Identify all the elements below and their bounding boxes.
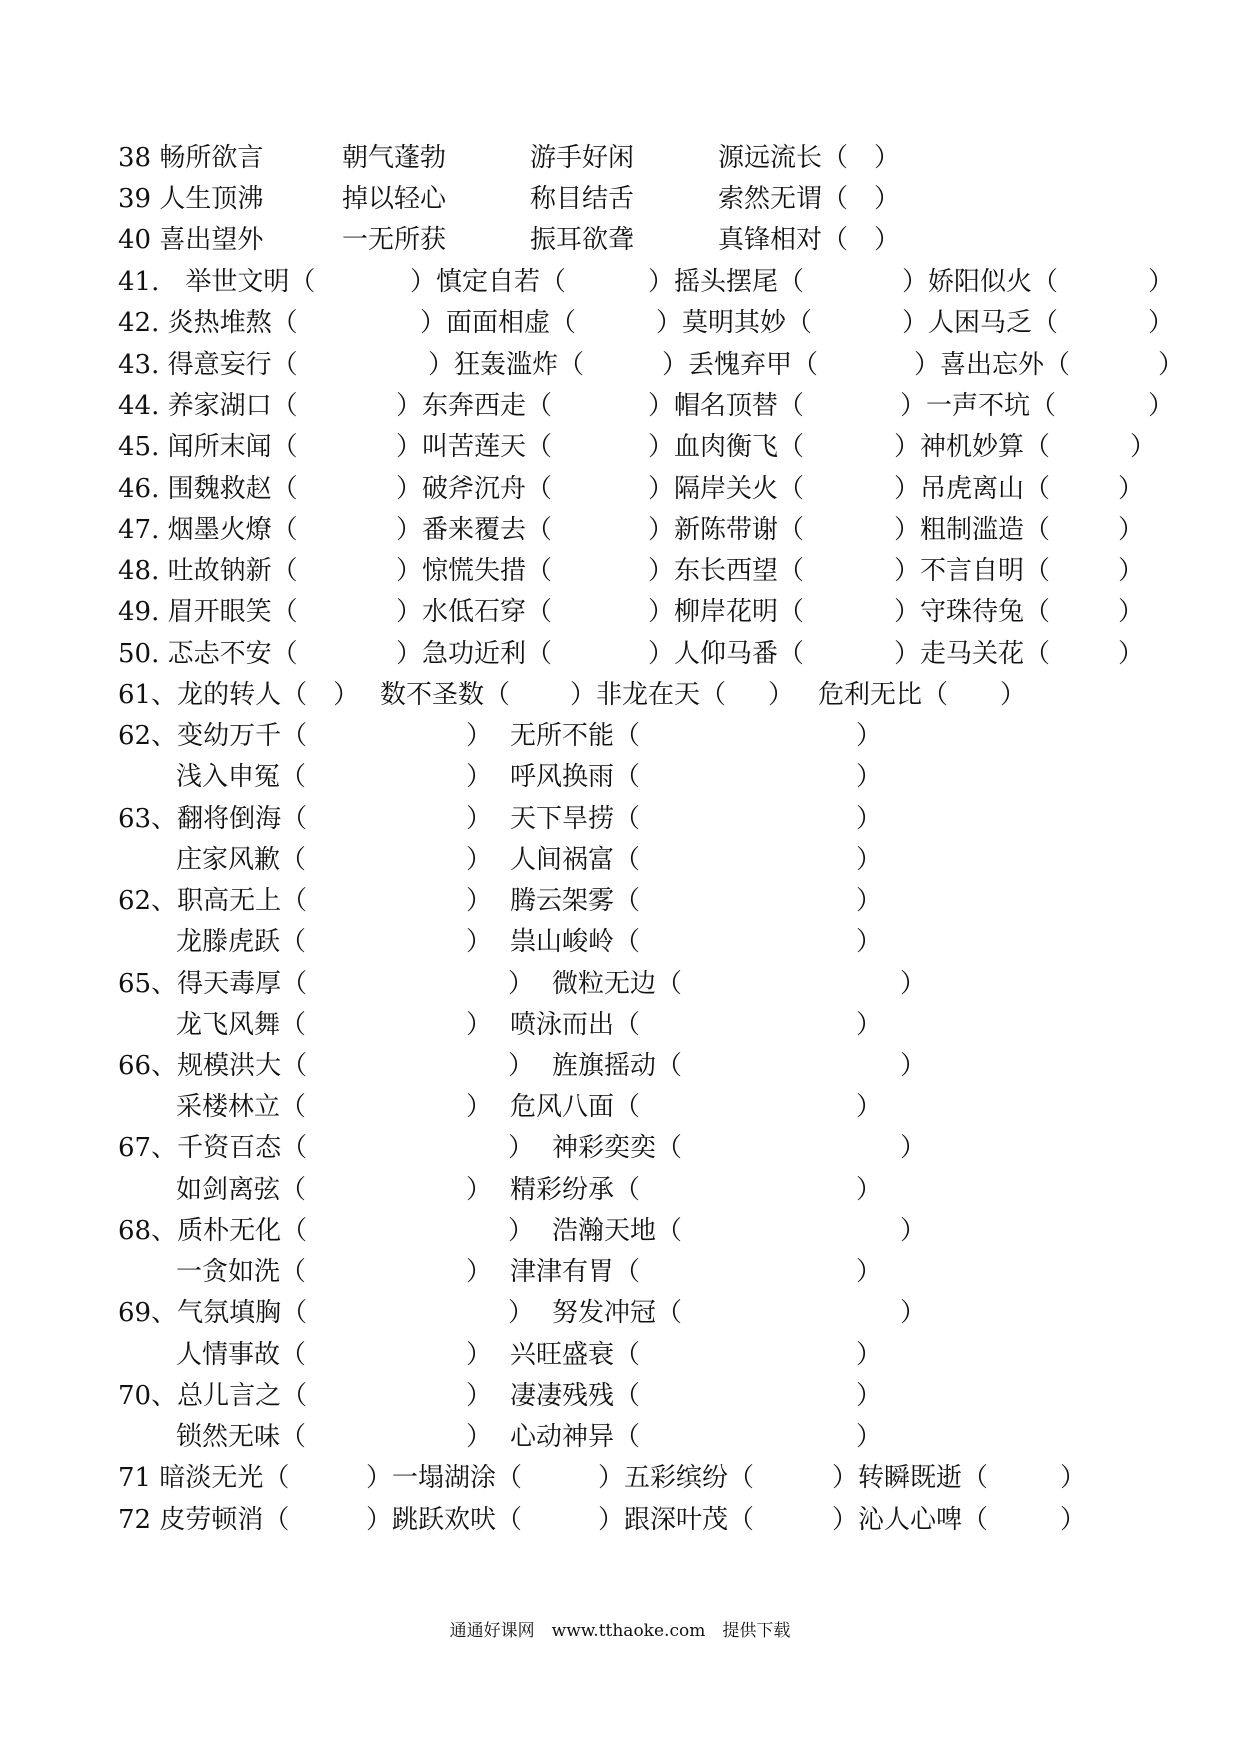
idiom-text: ） xyxy=(1118,597,1145,627)
idiom-text: ） xyxy=(900,1216,927,1246)
idiom-text: ） xyxy=(856,721,883,751)
idiom-text: ）番来覆去（ xyxy=(396,515,553,545)
idiom-text: 数不圣数（ xyxy=(380,680,511,710)
idiom-text: 66、规模洪大（ xyxy=(118,1051,308,1081)
idiom-text: 龙滕虎跃（ xyxy=(176,927,307,957)
idiom-text: 42. 炎热堆熬（ xyxy=(118,308,298,338)
exercise-line xyxy=(0,675,1240,715)
idiom-text: 腾云架雾（ xyxy=(510,886,641,916)
idiom-text: ） xyxy=(1148,391,1175,421)
idiom-text: ）娇阳似火（ xyxy=(902,267,1059,297)
exercise-line xyxy=(0,799,1240,839)
idiom-text: ） xyxy=(856,1340,883,1370)
idiom-text: 62、变幼万千（ xyxy=(118,721,308,751)
idiom-text: ）跳跃欢吠（ xyxy=(366,1505,523,1535)
idiom-text: ）粗制滥造（ xyxy=(894,515,1051,545)
idiom-text: ） xyxy=(856,1010,883,1040)
idiom-text: ）叫苦莲天（ xyxy=(396,432,553,462)
idiom-text: ）帽名顶替（ xyxy=(648,391,805,421)
idiom-text: 一无所获 xyxy=(342,225,447,255)
exercise-line xyxy=(0,386,1240,426)
exercise-line xyxy=(0,1046,1240,1086)
idiom-text: 凄凄残残（ xyxy=(510,1381,641,1411)
idiom-text: 津津有胃（ xyxy=(510,1257,641,1287)
idiom-text: ） xyxy=(466,886,493,916)
idiom-text: 微粒无边（ xyxy=(552,969,683,999)
idiom-text: ） xyxy=(1060,1505,1087,1535)
idiom-text: 39 人生顶沸 xyxy=(118,184,264,214)
exercise-line xyxy=(0,138,1240,178)
idiom-text: 游手好闲 xyxy=(530,143,635,173)
idiom-text: 浩瀚天地（ xyxy=(552,1216,683,1246)
idiom-text: 真锋相对（ ） xyxy=(718,225,901,255)
idiom-text: ）惊慌失措（ xyxy=(396,556,553,586)
idiom-text: ）隔岸关火（ xyxy=(648,474,805,504)
idiom-text: ）丢愧弃甲（ xyxy=(662,350,819,380)
idiom-text: ） xyxy=(1118,556,1145,586)
idiom-text: ） xyxy=(1000,680,1027,710)
idiom-text: 70、总儿言之（ xyxy=(118,1381,308,1411)
exercise-line xyxy=(0,592,1240,632)
idiom-text: 48. 吐故钠新（ xyxy=(118,556,298,586)
exercise-line xyxy=(0,345,1240,385)
exercise-line xyxy=(0,303,1240,343)
idiom-text: ） xyxy=(508,1051,535,1081)
idiom-text: 神彩奕奕（ xyxy=(552,1133,683,1163)
idiom-text: ）走马关花（ xyxy=(894,639,1051,669)
exercise-line xyxy=(0,1128,1240,1168)
exercise-line xyxy=(0,1087,1240,1127)
idiom-text: ）东长西望（ xyxy=(648,556,805,586)
idiom-text: ） xyxy=(466,1422,493,1452)
idiom-text: ） xyxy=(1060,1463,1087,1493)
idiom-text: ）人仰马番（ xyxy=(648,639,805,669)
exercise-line xyxy=(0,1252,1240,1292)
idiom-text: ）喜出忘外（ xyxy=(914,350,1071,380)
exercise-line xyxy=(0,881,1240,921)
idiom-text: 人情事故（ xyxy=(176,1340,307,1370)
exercise-line xyxy=(0,757,1240,797)
idiom-text: 67、千资百态（ xyxy=(118,1133,308,1163)
idiom-text: ） xyxy=(508,969,535,999)
idiom-text: ）狂轰滥炸（ xyxy=(428,350,585,380)
idiom-text: ） xyxy=(466,1257,493,1287)
idiom-text: 65、得天毒厚（ xyxy=(118,969,308,999)
idiom-text: 如剑离弦（ xyxy=(176,1175,307,1205)
idiom-text: ） xyxy=(856,927,883,957)
exercise-line xyxy=(0,840,1240,880)
idiom-text: ） xyxy=(1148,308,1175,338)
exercise-line xyxy=(0,634,1240,674)
idiom-text: ）慎定自若（ xyxy=(410,267,567,297)
idiom-text: ） xyxy=(466,762,493,792)
idiom-text: ）跟深叶茂（ xyxy=(598,1505,755,1535)
idiom-text: ）水低石穿（ xyxy=(396,597,553,627)
idiom-text: 努发冲冠（ xyxy=(552,1298,683,1328)
idiom-text: ）急功近利（ xyxy=(396,639,553,669)
idiom-text: ） xyxy=(466,1175,493,1205)
idiom-text: ） xyxy=(466,721,493,751)
idiom-text: 祟山峻岭（ xyxy=(510,927,641,957)
idiom-text: ） xyxy=(466,1340,493,1370)
exercise-line xyxy=(0,179,1240,219)
idiom-text: ） xyxy=(508,1133,535,1163)
idiom-text: 无所不能（ xyxy=(510,721,641,751)
idiom-text: ） xyxy=(856,1381,883,1411)
idiom-text: ）人困马乏（ xyxy=(902,308,1059,338)
exercise-line xyxy=(0,510,1240,550)
idiom-text: 锁然无味（ xyxy=(176,1422,307,1452)
idiom-text: 天下旱捞（ xyxy=(510,804,641,834)
idiom-text: ） xyxy=(1130,432,1157,462)
idiom-text: 69、气氛填胸（ xyxy=(118,1298,308,1328)
idiom-text: 振耳欲聋 xyxy=(530,225,635,255)
idiom-text: ） xyxy=(1148,267,1175,297)
exercise-line xyxy=(0,1170,1240,1210)
idiom-text: ） xyxy=(900,969,927,999)
idiom-text: ）非龙在天（ xyxy=(570,680,727,710)
idiom-text: 庄家风歉（ xyxy=(176,845,307,875)
idiom-text: ）神机妙算（ xyxy=(894,432,1051,462)
idiom-text: 龙飞风舞（ xyxy=(176,1010,307,1040)
idiom-text: 心动神异（ xyxy=(510,1422,641,1452)
idiom-text: 71 暗淡无光（ xyxy=(118,1463,290,1493)
idiom-text: ） xyxy=(1118,515,1145,545)
idiom-text: ）东奔西走（ xyxy=(396,391,553,421)
idiom-text: ）沁人心啤（ xyxy=(832,1505,989,1535)
idiom-text: 浅入申冤（ xyxy=(176,762,307,792)
idiom-text: ） xyxy=(508,1216,535,1246)
idiom-text: ） xyxy=(466,927,493,957)
idiom-text: ） xyxy=(856,762,883,792)
idiom-text: ）破斧沉舟（ xyxy=(396,474,553,504)
idiom-text: ）一塌湖涂（ xyxy=(366,1463,523,1493)
idiom-text: ）柳岸花明（ xyxy=(648,597,805,627)
exercise-line xyxy=(0,964,1240,1004)
exercise-line xyxy=(0,551,1240,591)
idiom-text: 50. 忑忐不安（ xyxy=(118,639,298,669)
idiom-text: ） xyxy=(900,1051,927,1081)
idiom-text: 危风八面（ xyxy=(510,1092,641,1122)
idiom-text: ） xyxy=(1118,474,1145,504)
idiom-text: ）面面相虚（ xyxy=(420,308,577,338)
idiom-text: ） xyxy=(508,1298,535,1328)
idiom-text: ） xyxy=(1158,350,1185,380)
idiom-text: ） xyxy=(856,886,883,916)
exercise-line xyxy=(0,262,1240,302)
idiom-text: 称目结舌 xyxy=(530,184,635,214)
exercise-line xyxy=(0,427,1240,467)
exercise-line xyxy=(0,1335,1240,1375)
idiom-text: 49. 眉开眼笑（ xyxy=(118,597,298,627)
idiom-text: 38 畅所欲言 xyxy=(118,143,264,173)
idiom-text: 精彩纷承（ xyxy=(510,1175,641,1205)
idiom-text: ） xyxy=(856,1092,883,1122)
footer-text: 通通好课网 www.tthaoke.com 提供下载 xyxy=(449,1621,791,1641)
exercise-line xyxy=(0,1417,1240,1457)
exercise-line xyxy=(0,1458,1240,1498)
idiom-text: 68、质朴无化（ xyxy=(118,1216,308,1246)
idiom-text: ）转瞬既逝（ xyxy=(832,1463,989,1493)
idiom-text: 危利无比（ xyxy=(818,680,949,710)
idiom-text: ）守珠待兔（ xyxy=(894,597,1051,627)
idiom-text: ） xyxy=(466,804,493,834)
exercise-line xyxy=(0,1500,1240,1540)
idiom-text: 旌旗摇动（ xyxy=(552,1051,683,1081)
exercise-line xyxy=(0,1376,1240,1416)
idiom-text: ） xyxy=(900,1133,927,1163)
idiom-text: ） xyxy=(856,1175,883,1205)
idiom-text: ）摇头摆尾（ xyxy=(648,267,805,297)
idiom-text: ） xyxy=(856,845,883,875)
exercise-line xyxy=(0,922,1240,962)
idiom-text: ）五彩缤纷（ xyxy=(598,1463,755,1493)
exercise-line xyxy=(0,469,1240,509)
idiom-text: ） xyxy=(856,1422,883,1452)
idiom-text: ） xyxy=(466,1381,493,1411)
idiom-text: ）吊虎离山（ xyxy=(894,474,1051,504)
idiom-text: 索然无谓（ ） xyxy=(718,184,901,214)
idiom-text: ） xyxy=(856,1257,883,1287)
exercise-line xyxy=(0,220,1240,260)
idiom-text: ） xyxy=(1118,639,1145,669)
idiom-text: 46. 围魏救赵（ xyxy=(118,474,298,504)
idiom-text: 61、龙的转人（ ） xyxy=(118,680,360,710)
exercise-line xyxy=(0,1005,1240,1045)
idiom-text: 采楼林立（ xyxy=(176,1092,307,1122)
exercise-line xyxy=(0,1211,1240,1251)
idiom-text: 喷泳而出（ xyxy=(510,1010,641,1040)
idiom-text: ）一声不坑（ xyxy=(900,391,1057,421)
idiom-text: 44. 养家湖口（ xyxy=(118,391,298,421)
idiom-text: ） xyxy=(466,845,493,875)
idiom-text: 掉以轻心 xyxy=(342,184,447,214)
idiom-text: 43. 得意妄行（ xyxy=(118,350,298,380)
idiom-text: ） xyxy=(856,804,883,834)
idiom-text: 63、翻将倒海（ xyxy=(118,804,308,834)
idiom-text: 40 喜出望外 xyxy=(118,225,264,255)
idiom-text: 47. 烟墨火燎（ xyxy=(118,515,298,545)
idiom-text: 41. 举世文明（ xyxy=(118,267,316,297)
idiom-text: 源远流长（ ） xyxy=(718,143,901,173)
idiom-text: 45. 闻所末闻（ xyxy=(118,432,298,462)
idiom-text: 兴旺盛衰（ xyxy=(510,1340,641,1370)
idiom-text: 一贪如洗（ xyxy=(176,1257,307,1287)
idiom-text: 人间祸富（ xyxy=(510,845,641,875)
idiom-text: ）不言自明（ xyxy=(894,556,1051,586)
exercise-line xyxy=(0,716,1240,756)
idiom-text: 72 皮劳顿消（ xyxy=(118,1505,290,1535)
idiom-text: ）血肉衡飞（ xyxy=(648,432,805,462)
idiom-text: 呼风换雨（ xyxy=(510,762,641,792)
idiom-text: 62、职高无上（ xyxy=(118,886,308,916)
idiom-text: ） xyxy=(768,680,795,710)
idiom-text: ）莫明其妙（ xyxy=(656,308,813,338)
idiom-text: ）新陈带谢（ xyxy=(648,515,805,545)
idiom-text: 朝气蓬勃 xyxy=(342,143,447,173)
idiom-text: ） xyxy=(466,1092,493,1122)
idiom-text: ） xyxy=(466,1010,493,1040)
idiom-text: ） xyxy=(900,1298,927,1328)
exercise-line xyxy=(0,1293,1240,1333)
